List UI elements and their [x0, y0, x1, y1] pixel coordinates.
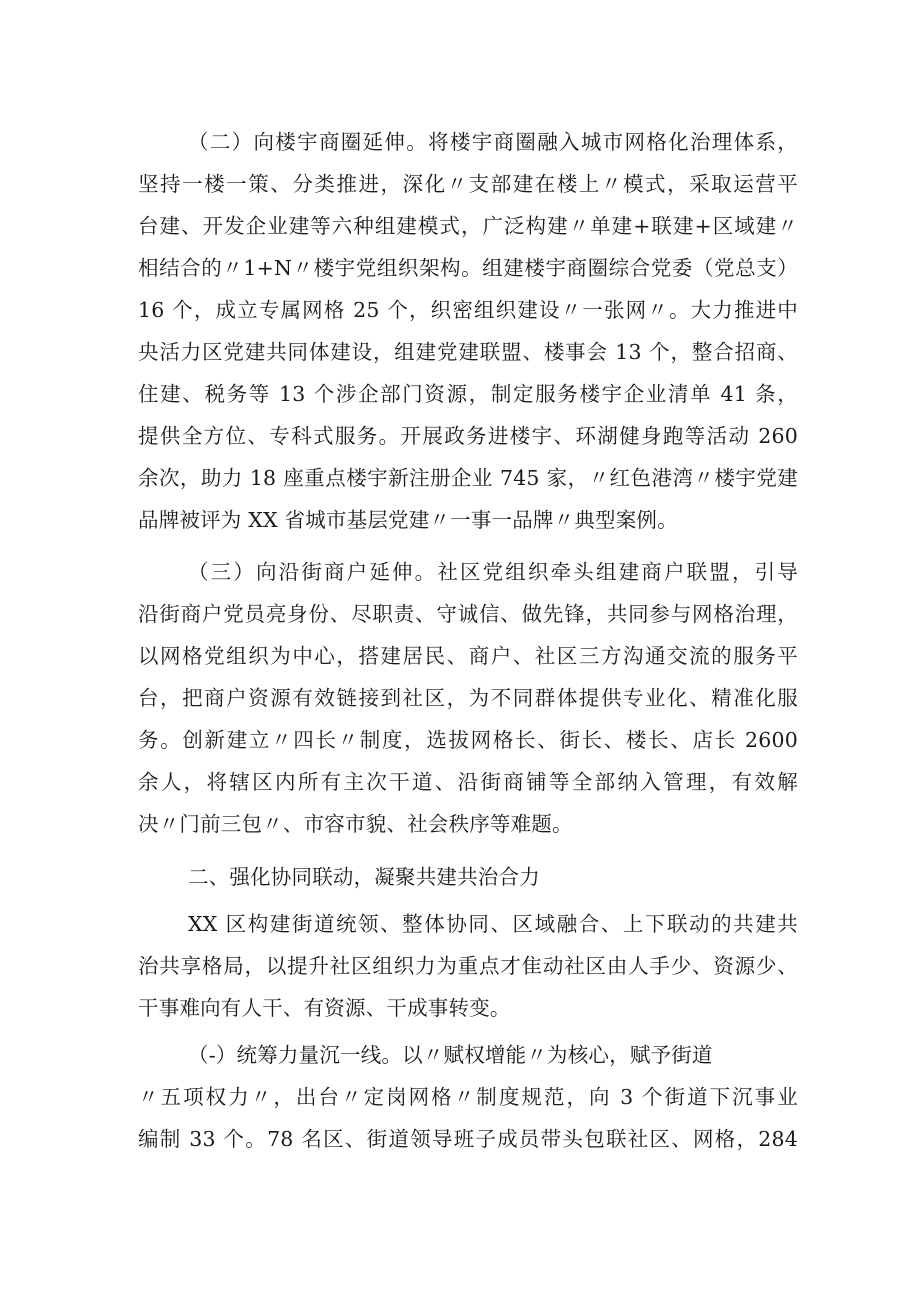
paragraph-line: 以网格党组织为中心，搭建居民、商户、社区三方沟通交流的服务平 — [138, 644, 798, 668]
paragraph-line: 品牌被评为 XX 省城市基层党建〃一事一品牌〃典型案例。 — [138, 508, 678, 532]
paragraph-line: 16 个，成立专属网格 25 个，织密组织建设〃一张网〃。大力推进中 — [138, 298, 798, 322]
paragraph-line: 余人，将辖区内所有主次干道、沿街商铺等全部纳入管理，有效解 — [138, 770, 798, 794]
paragraph-line: 住建、税务等 13 个涉企部门资源，制定服务楼宇企业清单 41 条， — [138, 382, 798, 406]
paragraph-line: 〃五项权力〃，出台〃定岗网格〃制度规范，向 3 个街道下沉事业 — [138, 1085, 798, 1109]
paragraph-line: 台建、开发企业建等六种组建模式，广泛构建〃单建+联建+区域建〃 — [138, 214, 798, 238]
paragraph-line: 提供全方位、专科式服务。开展政务进楼宇、环湖健身跑等活动 260 — [138, 424, 798, 448]
paragraph-line: 余次，助力 18 座重点楼宇新注册企业 745 家，〃红色港湾〃楼宇党建 — [138, 466, 798, 490]
section-heading: 二、强化协同联动，凝聚共建共治合力 — [188, 865, 540, 889]
paragraph-line: 台，把商户资源有效链接到社区，为不同群体提供专业化、精准化服 — [138, 686, 798, 710]
paragraph-line: XX 区构建街道统领、整体协同、区域融合、上下联动的共建共 — [188, 912, 798, 936]
paragraph-line: 沿街商户党员亮身份、尽职责、守诚信、做先锋，共同参与网格治理， — [138, 602, 798, 626]
paragraph-line: 编制 33 个。78 名区、街道领导班子成员带头包联社区、网格，284 — [138, 1127, 798, 1151]
paragraph-line: 相结合的〃1+N〃楼宇党组织架构。组建楼宇商圈综合党委（党总支） — [138, 256, 798, 280]
paragraph-line: 决〃门前三包〃、市容市貌、社会秩序等难题。 — [138, 812, 573, 836]
paragraph-line: （二）向楼宇商圈延伸。将楼宇商圈融入城市网格化治理体系， — [188, 130, 798, 154]
paragraph-line: 央活力区党建共同体建设，组建党建联盟、楼事会 13 个，整合招商、 — [138, 340, 798, 364]
paragraph-line: 干事难向有人干、有资源、干成事转变。 — [138, 996, 511, 1020]
paragraph-line: （-）统筹力量沉一线。以〃赋权增能〃为核心，赋予街道 — [188, 1043, 713, 1067]
paragraph-line: 治共享格局，以提升社区组织力为重点才隹动社区由人手少、资源少、 — [138, 954, 798, 978]
paragraph-line: 务。创新建立〃四长〃制度，选拔网格长、街长、楼长、店长 2600 — [138, 728, 798, 752]
paragraph-line: （三）向沿街商户延伸。社区党组织牵头组建商户联盟，引导 — [188, 560, 798, 584]
paragraph-line: 坚持一楼一策、分类推进，深化〃支部建在楼上〃模式，采取运营平 — [138, 172, 798, 196]
